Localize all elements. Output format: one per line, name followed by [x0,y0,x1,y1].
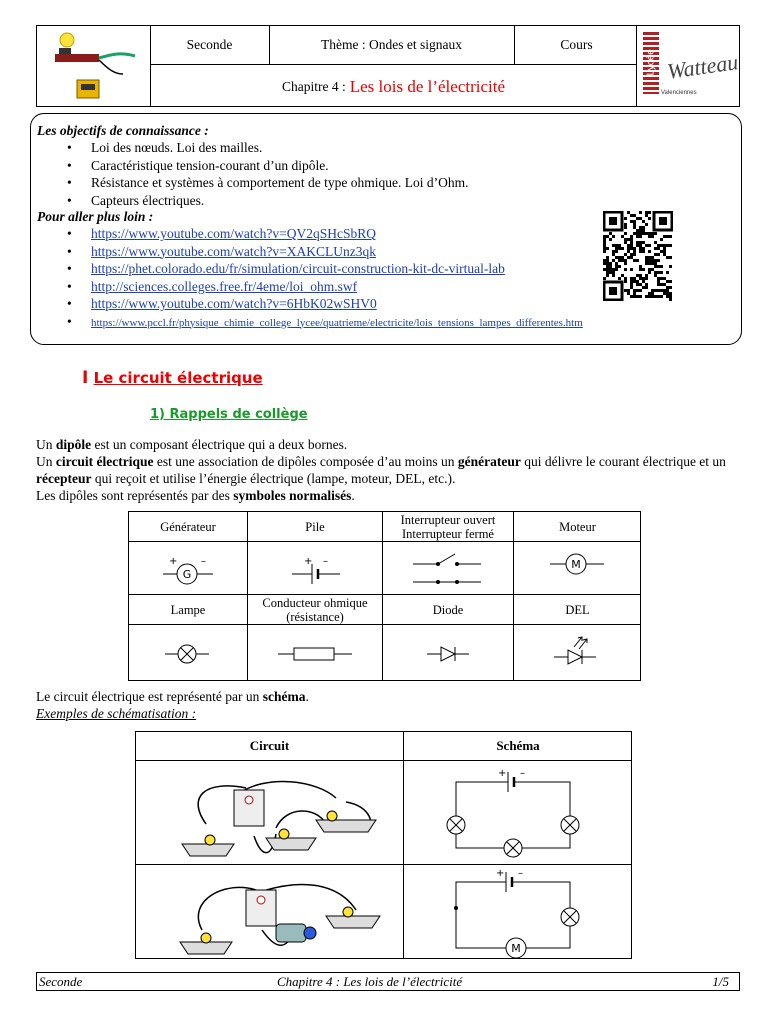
lamp-symbol-icon [129,625,247,681]
circuit-illustration-2 [176,870,386,956]
label-diode: Diode [432,602,464,617]
motor-symbol-icon [514,542,641,594]
schema-diagram-1 [416,768,616,860]
circuit-illustration-1 [176,766,386,862]
section-heading [82,368,263,388]
link-youtube-3[interactable]: https://www.youtube.com/watch?v=6HbK02wSHV0 [91,296,377,311]
chapter-title [150,66,637,108]
diode-symbol-icon [383,625,513,681]
chapter-name: Les lois de l’électricité [349,77,506,96]
svg-text:–: – [520,768,525,779]
objectives-list [37,139,637,209]
svg-text:+: + [169,556,178,567]
qr-code-icon[interactable] [603,211,673,301]
battery-symbol-icon [248,542,382,594]
svg-text:–: – [323,556,328,567]
term-dipole: dipôle [55,437,92,452]
generator-symbol-icon [129,542,247,594]
term-generator: générateur [457,454,521,469]
label-motor: Moteur [559,519,596,534]
schema-paragraph: Le circuit électrique est représenté par un schéma. Exemples de schématisation : [36,689,309,721]
svg-text:+: + [496,868,505,879]
section-number: I [82,368,89,388]
col-circuit: Circuit [249,738,290,753]
symbols-table [128,511,641,681]
intro-paragraph: Un dipôle est un composant électrique qui a deux bornes. Un circuit électrique est une association de dipôles composée d’au moins un générateur qui délivre le courant électrique et un récepteur qui reçoit et utilise l’énergie électrique (lampe, moteur, DEL, etc.). Les dipôles sont représentés par des symboles normalisés. [36,437,726,503]
list-item: • Loi des nœuds. Loi des mailles. [37,139,637,157]
objectives-box [30,113,742,345]
link-sciences-colleges[interactable]: http://sciences.colleges.free.fr/4eme/loi_ohm.swf [91,278,358,294]
label-switch-closed: Interrupteur fermé [402,526,494,541]
link-phet[interactable]: https://phet.colorado.edu/fr/simulation/circuit-construction-kit-dc-virtual-lab [91,261,505,276]
label-generator: Générateur [160,519,216,534]
label-switch [383,512,513,541]
schema-diagram-2 [416,868,616,958]
section-title: Le circuit électrique [93,369,263,387]
list-item: • Résistance et systèmes à comportement de type ohmique. Loi d’Ohm. [37,174,637,192]
label-lamp: Lampe [170,602,206,617]
term-schema: schéma [262,689,306,704]
switch-symbol-icon [383,542,513,594]
motor-letter: M [571,558,581,571]
footer-page: 1/5 [712,974,729,989]
theme-label: Thème : Ondes et signaux [321,37,462,52]
objectives-title: Les objectifs de connaissance : [37,123,209,138]
logo-city: Valenciennes [661,90,697,96]
link-youtube-1[interactable]: https://www.youtube.com/watch?v=QV2qSHcSbRQ [91,226,376,241]
logo-word: Lycée [645,49,657,76]
link-pccl[interactable]: https://www.pccl.fr/physique_chimie_college_lycee/quatrieme/electricite/lois_tensions_lampes_differentes.htm [91,316,583,329]
term-symbols: symboles normalisés [233,488,352,503]
label-led: DEL [565,602,590,617]
label-battery: Pile [305,519,325,534]
generator-letter: G [182,568,192,581]
svg-text:+: + [498,768,507,779]
chapter-prefix: Chapitre 4 : [281,79,346,94]
motor-letter: M [511,942,521,955]
footer-level: Seconde [39,974,83,989]
term-receiver: récepteur [36,471,92,486]
footer [36,972,740,991]
term-circuit: circuit électrique [55,454,154,469]
col-schema: Schéma [496,738,540,753]
header-box [36,25,740,107]
label-resistor: Conducteur ohmique (résistance) [262,595,368,624]
resistor-symbol-icon [248,625,382,681]
label-switch-open: Interrupteur ouvert [400,512,496,527]
svg-text:–: – [518,868,523,879]
type-label: Cours [560,37,593,52]
school-logo [641,30,740,102]
led-symbol-icon [514,625,641,681]
subsection-heading [150,407,308,422]
list-item: • Capteurs électriques. [37,192,637,210]
footer-chapter: Chapitre 4 : Les lois de l’électricité [277,974,463,989]
list-item: • Caractéristique tension-courant d’un dipôle. [37,157,637,175]
svg-text:–: – [201,556,206,567]
level-label: Seconde [186,37,233,52]
svg-text:+: + [304,556,313,567]
more-title: Pour aller plus loin : [37,209,154,224]
circuit-logo-icon [43,30,143,102]
link-youtube-2[interactable]: https://www.youtube.com/watch?v=XAKCLUnz3qk [91,243,376,259]
logo-name: Watteau [665,49,740,84]
subsection-title: 1) Rappels de collège [150,407,308,422]
examples-table [135,731,632,959]
examples-title: Exemples de schématisation : [36,706,197,721]
